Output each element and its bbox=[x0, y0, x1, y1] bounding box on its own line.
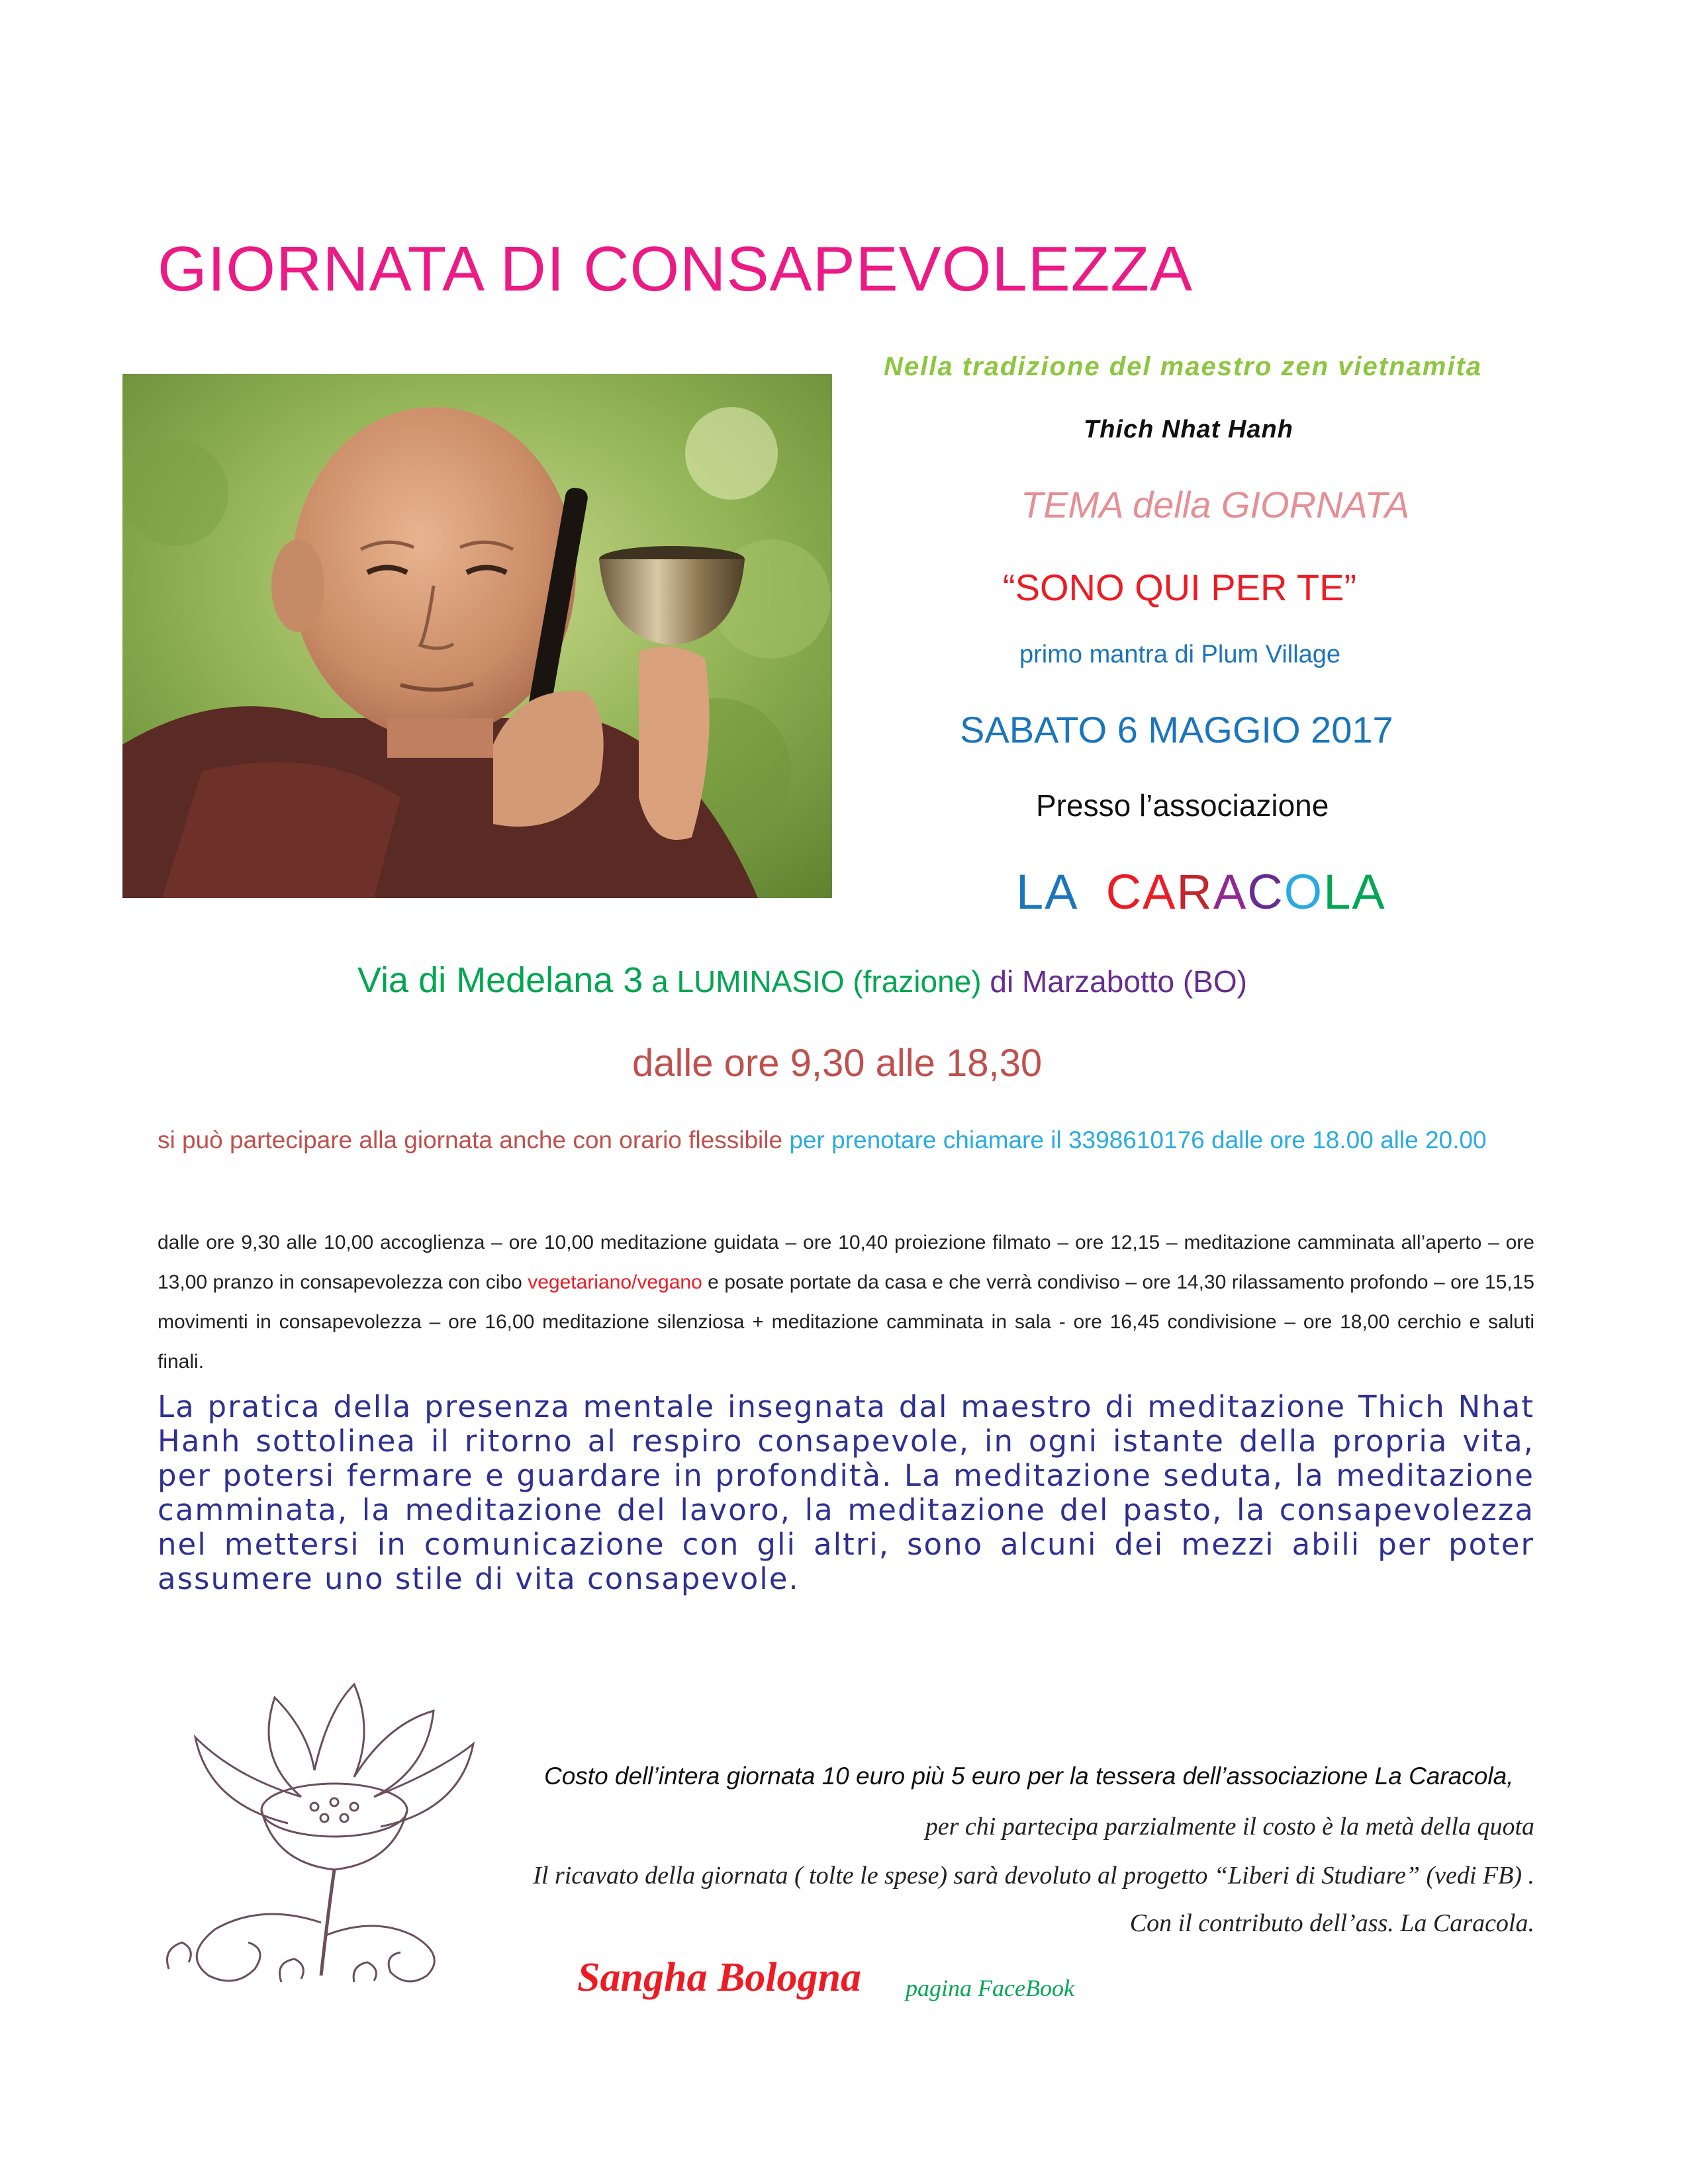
address-locality: a LUMINASIO (frazione) bbox=[643, 964, 982, 999]
facebook-link[interactable]: pagina FaceBook bbox=[906, 1975, 1074, 2001]
venue-name-letter: L bbox=[1323, 864, 1352, 919]
theme-label: TEMA della GIORNATA bbox=[1021, 484, 1410, 525]
venue-name-letter: A bbox=[1213, 864, 1248, 919]
venue-intro: Presso l’associazione bbox=[1036, 788, 1329, 823]
venue-name-letter bbox=[1076, 864, 1105, 919]
contribution-note: Con il contributo dell’ass. La Caracola. bbox=[1129, 1909, 1534, 1937]
schedule-part-1: dalle ore 9,30 alle 10,00 accoglienza – ore 10,00 meditazione guidata – ore 10,40 proiezione filmato – ore 12,15 – meditazione camminata all’aperto – ore 13,00 pranzo in consapevolezza con cibo bbox=[158, 1232, 1534, 1293]
address-town: di Marzabotto (BO) bbox=[981, 964, 1247, 999]
venue-name-letter: C bbox=[1105, 864, 1143, 919]
tradition-subtitle: Nella tradizione del maestro zen vietnamita bbox=[884, 352, 1483, 381]
monk-photo bbox=[122, 374, 832, 898]
venue-name-letter: R bbox=[1176, 864, 1213, 919]
address-street: Via di Medelana 3 bbox=[357, 960, 643, 1000]
event-hours: dalle ore 9,30 alle 18,30 bbox=[632, 1042, 1043, 1085]
partial-cost-note: per chi partecipa parzialmente il costo è la metà della quota bbox=[925, 1813, 1534, 1841]
booking-info bbox=[158, 1118, 1534, 1162]
page-title: GIORNATA DI CONSAPEVOLEZZA bbox=[158, 234, 1194, 304]
master-name: Thich Nhat Hanh bbox=[1084, 416, 1293, 443]
event-date: SABATO 6 MAGGIO 2017 bbox=[960, 709, 1393, 751]
practice-description: La pratica della presenza mentale insegnata dal maestro di meditazione Thich Nhat Hanh sottolinea il ritorno al respiro consapevole, in ogni istante della propria vita, per potersi fermare e guardare in profondità. La meditazione seduta, la meditazione camminata, la meditazione del lavoro, la meditazione del pasto, la consapevolezza nel mettersi in comunicazione con gli altri, sono alcuni dei mezzi abili per poter assumere uno stile di vita consapevole. bbox=[158, 1389, 1534, 1596]
schedule-text bbox=[158, 1223, 1534, 1382]
schedule-food-highlight: vegetariano/vegano bbox=[528, 1271, 702, 1293]
venue-name-letter: A bbox=[1143, 864, 1177, 919]
theme-title: “SONO QUI PER TE” bbox=[1003, 567, 1357, 608]
venue-name-letter: C bbox=[1247, 864, 1284, 919]
mantra-note: primo mantra di Plum Village bbox=[1019, 641, 1341, 668]
venue-name-letter: A bbox=[1045, 864, 1076, 919]
proceeds-note: Il ricavato della giornata ( tolte le spese) sarà devoluto al progetto “Liberi di Studiare” (vedi FB) . bbox=[533, 1862, 1534, 1889]
booking-phone: per prenotare chiamare il 3398610176 dalle ore 18.00 alle 20.00 bbox=[789, 1126, 1487, 1154]
lotus-drawing bbox=[156, 1671, 506, 1989]
cost-info: Costo dell’intera giornata 10 euro più 5 euro per la tessera dell’associazione La Caracola, bbox=[544, 1762, 1514, 1790]
organizer-name: Sangha Bologna bbox=[577, 1955, 862, 2000]
venue-name-letter: O bbox=[1284, 864, 1324, 919]
flexible-note: si può partecipare alla giornata anche con orario flessibile bbox=[158, 1126, 790, 1154]
venue-name-letter: A bbox=[1352, 864, 1386, 919]
schedule-part-2: e posate portate da casa e che verrà condiviso – ore 14,30 rilassamento profondo – ore 15,15 movimenti in consapevolezza – ore 16,00 meditazione silenziosa + meditazione camminata in sala - ore 16,45 condivisione – ore 18,00 cerchio e saluti finali. bbox=[158, 1271, 1534, 1373]
venue-name bbox=[1016, 864, 1386, 920]
venue-name-letter: L bbox=[1016, 864, 1045, 919]
venue-address bbox=[357, 960, 1247, 1001]
